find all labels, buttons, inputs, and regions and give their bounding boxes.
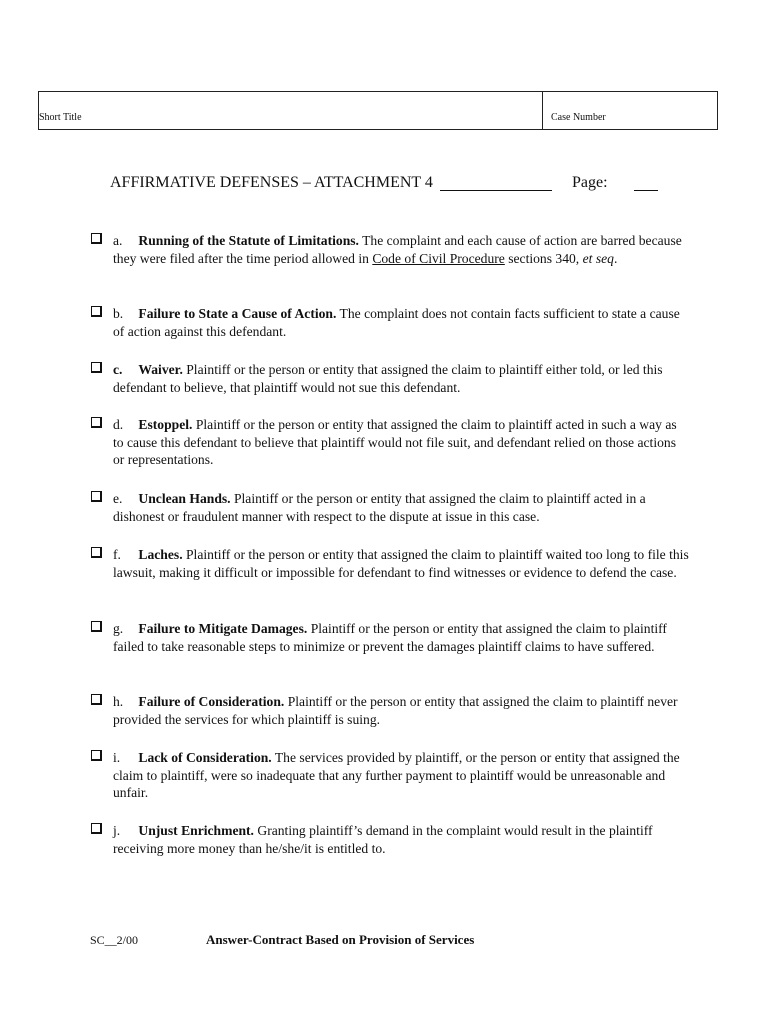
- defense-item-unjust-enrichment: [90, 822, 690, 857]
- defense-text: [113, 490, 690, 525]
- defense-text: [113, 749, 690, 802]
- defense-name: Failure of Consideration.: [138, 694, 285, 709]
- form-footer-title: Answer-Contract Based on Provision of Services: [206, 932, 475, 947]
- defense-item-failure-of-consideration: [90, 693, 690, 728]
- defense-name: Running of the Statute of Limitations.: [138, 233, 359, 248]
- defense-checkbox-b[interactable]: [91, 306, 102, 317]
- form-code: SC__2/00: [90, 933, 139, 947]
- defense-letter: f.: [113, 547, 121, 562]
- defense-letter: a.: [113, 233, 123, 248]
- defense-checkbox-f[interactable]: [91, 547, 102, 558]
- defense-checkbox-i[interactable]: [91, 750, 102, 761]
- defense-name: Unclean Hands.: [138, 491, 231, 506]
- defense-name: Waiver.: [138, 362, 183, 377]
- defense-description: Plaintiff or the person or entity that assigned the claim to plaintiff either told, or led this defendant to believe, that plaintiff would not sue this defendant.: [113, 362, 663, 395]
- defense-text: [113, 305, 690, 340]
- defense-checkbox-c[interactable]: [91, 362, 102, 373]
- et-seq-text: et seq: [582, 250, 614, 266]
- defense-checkbox-g[interactable]: [91, 621, 102, 632]
- defense-checkbox-d[interactable]: [91, 417, 102, 428]
- defense-name: Laches.: [138, 547, 183, 562]
- defense-description: Plaintiff or the person or entity that assigned the claim to plaintiff acted in such a way as to cause this defendant to believe that plaintiff would not file suit, and defendant relied on those actions or representations.: [113, 417, 677, 468]
- defense-description: Granting plaintiff’s demand in the complaint would result in the plaintiff receiving more money than he/she/it is entitled to.: [113, 823, 653, 856]
- defense-text: [113, 361, 690, 396]
- defense-checkbox-e[interactable]: [91, 491, 102, 502]
- defense-text: [113, 232, 690, 267]
- defense-description: The services provided by plaintiff, or the person or entity that assigned the claim to plaintiff, were so inadequate that any further payment to plaintiff would be unreasonable and unfair.: [113, 750, 680, 801]
- defense-description: The complaint and each cause of action are barred because they were filed after the time period allowed in: [113, 233, 682, 266]
- defense-letter: h.: [113, 694, 124, 709]
- defense-item-lack-of-consideration: [90, 749, 690, 802]
- attachment-title: AFFIRMATIVE DEFENSES – ATTACHMENT 4: [110, 174, 433, 191]
- case-number-label: Case Number: [551, 112, 606, 123]
- defense-name: Failure to State a Cause of Action.: [138, 306, 337, 321]
- defense-name: Lack of Consideration.: [138, 750, 272, 765]
- defense-name: Estoppel.: [138, 417, 193, 432]
- defense-letter: d.: [113, 417, 124, 432]
- defense-text: [113, 693, 690, 728]
- defense-letter: j.: [113, 823, 121, 838]
- defense-description: Plaintiff or the person or entity that assigned the claim to plaintiff failed to take reasonable steps to minimize or prevent the damages plaintiff claims to have suffered.: [113, 621, 667, 654]
- defense-item-mitigate-damages: [90, 620, 690, 655]
- defense-text: [113, 416, 690, 469]
- defense-item-laches: [90, 546, 690, 581]
- defense-letter: e.: [113, 491, 123, 506]
- defense-checkbox-j[interactable]: [91, 823, 102, 834]
- code-civil-procedure-reference: Code of Civil Procedure: [372, 250, 505, 266]
- defense-checkbox-a[interactable]: [91, 233, 102, 244]
- defense-letter: b.: [113, 306, 124, 321]
- defense-item-failure-to-state: [90, 305, 690, 340]
- defense-description-end: .: [613, 250, 618, 266]
- defense-description: Plaintiff or the person or entity that assigned the claim to plaintiff waited too long to file this lawsuit, making it difficult or impossible for defendant to find witnesses or evidence to defend the case.: [113, 547, 689, 580]
- defense-letter: g.: [113, 621, 124, 636]
- defense-item-statute-of-limitations: [90, 232, 690, 267]
- defense-text: [113, 620, 690, 655]
- defense-checkbox-h[interactable]: [91, 694, 102, 705]
- page-number-label: Page:: [572, 174, 608, 191]
- defense-item-unclean-hands: [90, 490, 690, 525]
- defense-name: Unjust Enrichment.: [138, 823, 254, 838]
- defense-letter: i.: [113, 750, 121, 765]
- defense-text: [113, 822, 690, 857]
- defense-description: Plaintiff or the person or entity that assigned the claim to plaintiff never provided the services for which plaintiff is suing.: [113, 694, 678, 727]
- defense-item-waiver: [90, 361, 690, 396]
- defense-description: Plaintiff or the person or entity that assigned the claim to plaintiff acted in a dishonest or fraudulent manner with respect to the dispute at issue in this case.: [113, 491, 646, 524]
- defense-letter: c.: [113, 362, 123, 377]
- defense-description-cont: sections 340,: [504, 250, 583, 266]
- defense-description: The complaint does not contain facts sufficient to state a cause of action against this defendant.: [113, 306, 680, 339]
- defense-name: Failure to Mitigate Damages.: [138, 621, 308, 636]
- defense-item-estoppel: [90, 416, 690, 469]
- defense-text: [113, 546, 690, 581]
- short-title-label: Short Title: [39, 112, 82, 123]
